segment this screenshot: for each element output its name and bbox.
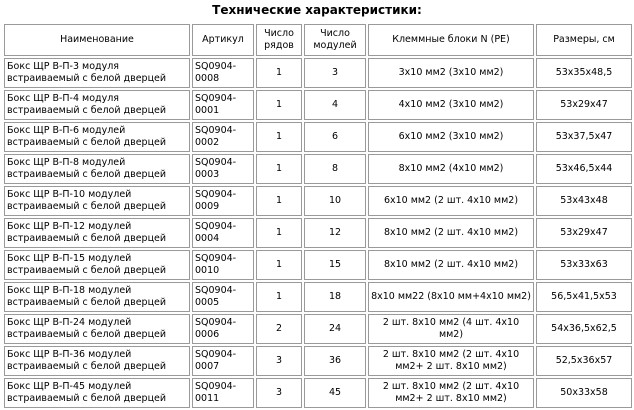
cell-terminals: 2 шт. 8x10 мм2 (2 шт. 4x10 мм2+ 2 шт. 8x10 мм2) bbox=[368, 378, 534, 408]
cell-terminals: 8x10 мм2 (2 шт. 4x10 мм2) bbox=[368, 218, 534, 248]
cell-terminals: 6x10 мм2 (3x10 мм2) bbox=[368, 122, 534, 152]
cell-article: SQ0904-0002 bbox=[192, 122, 254, 152]
table-title: Технические характеристики: bbox=[212, 3, 422, 17]
table-row bbox=[4, 122, 632, 152]
cell-article: SQ0904-0007 bbox=[192, 346, 254, 376]
cell-name: Бокс ЩР В-П-24 модулей встраиваемый с белой дверцей bbox=[4, 314, 190, 344]
cell-name: Бокс ЩР В-П-15 модулей встраиваемый с белой дверцей bbox=[4, 250, 190, 280]
cell-modules-count: 24 bbox=[304, 314, 366, 344]
table-row bbox=[4, 250, 632, 280]
cell-name: Бокс ЩР В-П-45 модулей встраиваемый с белой дверцей bbox=[4, 378, 190, 408]
cell-rows-count: 1 bbox=[256, 186, 302, 216]
cell-dimensions: 53x29x47 bbox=[536, 218, 632, 248]
table-row bbox=[4, 218, 632, 248]
header-row bbox=[4, 24, 632, 56]
cell-modules-count: 6 bbox=[304, 122, 366, 152]
cell-rows-count: 1 bbox=[256, 218, 302, 248]
cell-name: Бокс ЩР В-П-18 модулей встраиваемый с белой дверцей bbox=[4, 282, 190, 312]
cell-rows-count: 1 bbox=[256, 250, 302, 280]
cell-dimensions: 56,5x41,5x53 bbox=[536, 282, 632, 312]
cell-dimensions: 53x33x63 bbox=[536, 250, 632, 280]
cell-rows-count: 3 bbox=[256, 378, 302, 408]
cell-dimensions: 53x46,5x44 bbox=[536, 154, 632, 184]
cell-rows-count: 1 bbox=[256, 282, 302, 312]
cell-name: Бокс ЩР В-П-12 модулей встраиваемый с белой дверцей bbox=[4, 218, 190, 248]
header-article: Артикул bbox=[192, 24, 254, 56]
cell-modules-count: 12 bbox=[304, 218, 366, 248]
table-row bbox=[4, 378, 632, 408]
cell-article: SQ0904-0006 bbox=[192, 314, 254, 344]
table-row bbox=[4, 346, 632, 376]
table-row bbox=[4, 186, 632, 216]
cell-dimensions: 54x36,5x62,5 bbox=[536, 314, 632, 344]
cell-terminals: 3x10 мм2 (3x10 мм2) bbox=[368, 58, 534, 88]
cell-name: Бокс ЩР В-П-3 модуля встраиваемый с белой дверцей bbox=[4, 58, 190, 88]
cell-name: Бокс ЩР В-П-8 модулей встраиваемый с белой дверцей bbox=[4, 154, 190, 184]
cell-article: SQ0904-0008 bbox=[192, 58, 254, 88]
cell-dimensions: 53x37,5x47 bbox=[536, 122, 632, 152]
specs-table bbox=[2, 22, 634, 410]
cell-modules-count: 4 bbox=[304, 90, 366, 120]
cell-modules-count: 15 bbox=[304, 250, 366, 280]
cell-rows-count: 1 bbox=[256, 90, 302, 120]
cell-rows-count: 2 bbox=[256, 314, 302, 344]
cell-dimensions: 53x43x48 bbox=[536, 186, 632, 216]
cell-terminals: 4x10 мм2 (3x10 мм2) bbox=[368, 90, 534, 120]
table-row bbox=[4, 90, 632, 120]
cell-article: SQ0904-0009 bbox=[192, 186, 254, 216]
header-dimensions: Размеры, см bbox=[536, 24, 632, 56]
header-rows-count: Число рядов bbox=[256, 24, 302, 56]
cell-article: SQ0904-0003 bbox=[192, 154, 254, 184]
cell-terminals: 8x10 мм2 (4x10 мм2) bbox=[368, 154, 534, 184]
cell-rows-count: 1 bbox=[256, 122, 302, 152]
table-row bbox=[4, 154, 632, 184]
cell-dimensions: 53x29x47 bbox=[536, 90, 632, 120]
cell-article: SQ0904-0001 bbox=[192, 90, 254, 120]
cell-terminals: 2 шт. 8x10 мм2 (4 шт. 4x10 мм2) bbox=[368, 314, 534, 344]
cell-modules-count: 8 bbox=[304, 154, 366, 184]
cell-terminals: 8x10 мм22 (8x10 мм+4x10 мм2) bbox=[368, 282, 534, 312]
cell-modules-count: 3 bbox=[304, 58, 366, 88]
cell-dimensions: 52,5x36x57 bbox=[536, 346, 632, 376]
cell-name: Бокс ЩР В-П-36 модулей встраиваемый с белой дверцей bbox=[4, 346, 190, 376]
table-row bbox=[4, 282, 632, 312]
header-modules-count: Число модулей bbox=[304, 24, 366, 56]
cell-name: Бокс ЩР В-П-10 модулей встраиваемый с белой дверцей bbox=[4, 186, 190, 216]
cell-name: Бокс ЩР В-П-4 модуля встраиваемый с белой дверцей bbox=[4, 90, 190, 120]
cell-modules-count: 10 bbox=[304, 186, 366, 216]
table-row bbox=[4, 314, 632, 344]
table-row bbox=[4, 58, 632, 88]
cell-dimensions: 50x33x58 bbox=[536, 378, 632, 408]
cell-modules-count: 45 bbox=[304, 378, 366, 408]
cell-article: SQ0904-0005 bbox=[192, 282, 254, 312]
cell-article: SQ0904-0010 bbox=[192, 250, 254, 280]
header-name: Наименование bbox=[4, 24, 190, 56]
cell-terminals: 2 шт. 8x10 мм2 (2 шт. 4x10 мм2+ 2 шт. 8x10 мм2) bbox=[368, 346, 534, 376]
cell-rows-count: 1 bbox=[256, 154, 302, 184]
cell-terminals: 6x10 мм2 (2 шт. 4x10 мм2) bbox=[368, 186, 534, 216]
cell-modules-count: 18 bbox=[304, 282, 366, 312]
cell-rows-count: 3 bbox=[256, 346, 302, 376]
cell-modules-count: 36 bbox=[304, 346, 366, 376]
cell-terminals: 8x10 мм2 (2 шт. 4x10 мм2) bbox=[368, 250, 534, 280]
cell-rows-count: 1 bbox=[256, 58, 302, 88]
cell-article: SQ0904-0011 bbox=[192, 378, 254, 408]
cell-article: SQ0904-0004 bbox=[192, 218, 254, 248]
cell-dimensions: 53x35x48,5 bbox=[536, 58, 632, 88]
cell-name: Бокс ЩР В-П-6 модулей встраиваемый с белой дверцей bbox=[4, 122, 190, 152]
header-terminals: Клеммные блоки N (PE) bbox=[368, 24, 534, 56]
